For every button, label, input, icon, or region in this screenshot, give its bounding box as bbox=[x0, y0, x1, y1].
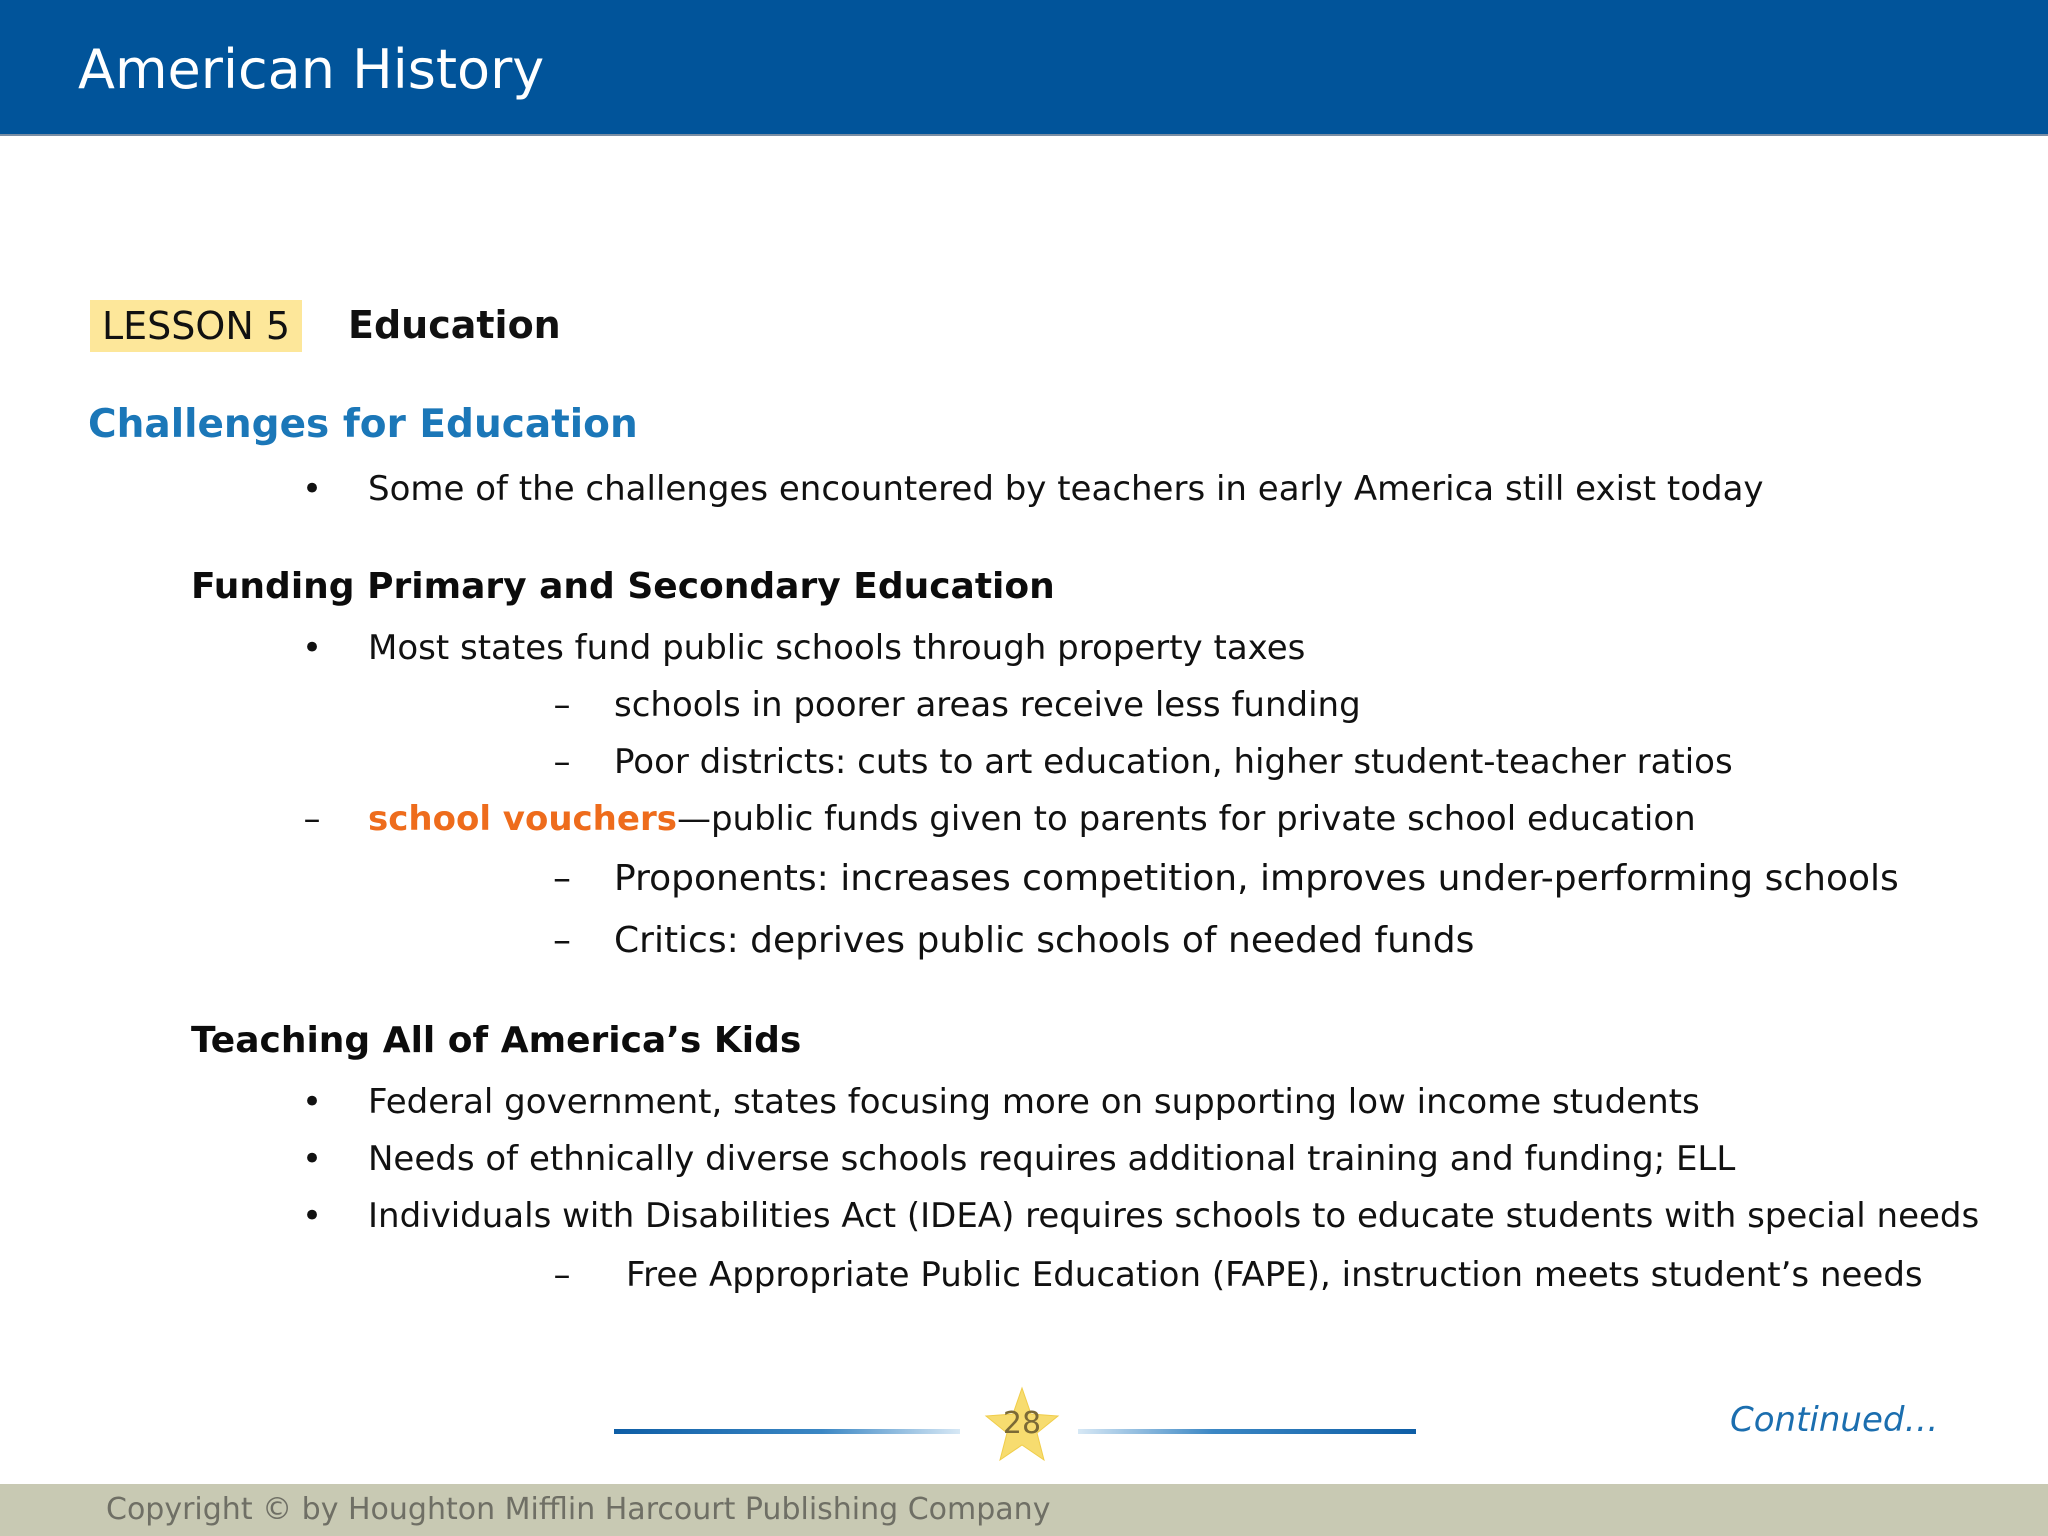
funding-heading: Funding Primary and Secondary Education bbox=[191, 566, 1055, 607]
continued-label: Continued… bbox=[1730, 1400, 1939, 1440]
header-bar bbox=[0, 0, 2048, 136]
vouchers-definition: —public funds given to parents for private school education bbox=[676, 799, 1696, 839]
lesson-badge: LESSON 5 bbox=[90, 300, 302, 352]
vouchers-text bbox=[368, 796, 1696, 842]
section-title: Challenges for Education bbox=[88, 402, 638, 447]
sub-bullet-text: schools in poorer areas receive less funding bbox=[614, 685, 1361, 725]
page-star bbox=[984, 1386, 1060, 1462]
bullet-marker: • bbox=[301, 628, 323, 668]
copyright-text: Copyright © by Houghton Mifflin Harcourt Publishing Company bbox=[106, 1492, 1051, 1527]
bullet-marker: • bbox=[301, 1082, 323, 1122]
sub-bullet-text: Critics: deprives public schools of needed funds bbox=[614, 920, 1475, 961]
dash-marker: – bbox=[553, 1255, 571, 1295]
dash-marker: – bbox=[303, 799, 321, 839]
page-number: 28 bbox=[1002, 1406, 1042, 1441]
course-title: American History bbox=[78, 38, 545, 101]
sub-bullet-text: Poor districts: cuts to art education, higher student-teacher ratios bbox=[614, 742, 1733, 782]
sub-bullet-text: Proponents: increases competition, improves under-performing schools bbox=[614, 858, 1899, 899]
bullet-text: Some of the challenges encountered by teachers in early America still exist today bbox=[368, 469, 1764, 509]
bullet-marker: • bbox=[301, 469, 323, 509]
dash-marker: – bbox=[553, 858, 571, 899]
dash-marker: – bbox=[553, 742, 571, 782]
bullet-text: Needs of ethnically diverse schools requires additional training and funding; ELL bbox=[368, 1139, 1736, 1179]
footer-divider-left bbox=[614, 1429, 960, 1434]
copyright-bar bbox=[0, 1484, 2048, 1536]
vouchers-term: school vouchers bbox=[368, 799, 677, 839]
dash-marker: – bbox=[553, 685, 571, 725]
footer-divider-right bbox=[1078, 1429, 1416, 1434]
teaching-heading: Teaching All of America’s Kids bbox=[191, 1020, 802, 1061]
dash-marker: – bbox=[553, 920, 571, 961]
bullet-marker: • bbox=[301, 1139, 323, 1179]
lesson-title: Education bbox=[348, 303, 561, 347]
bullet-text: Individuals with Disabilities Act (IDEA) requires schools to educate students with special needs bbox=[368, 1196, 1980, 1236]
sub-bullet-text: Free Appropriate Public Education (FAPE), instruction meets student’s needs bbox=[626, 1255, 1923, 1295]
bullet-text: Federal government, states focusing more on supporting low income students bbox=[368, 1082, 1700, 1122]
bullet-marker: • bbox=[301, 1196, 323, 1236]
bullet-text: Most states fund public schools through property taxes bbox=[368, 628, 1306, 668]
